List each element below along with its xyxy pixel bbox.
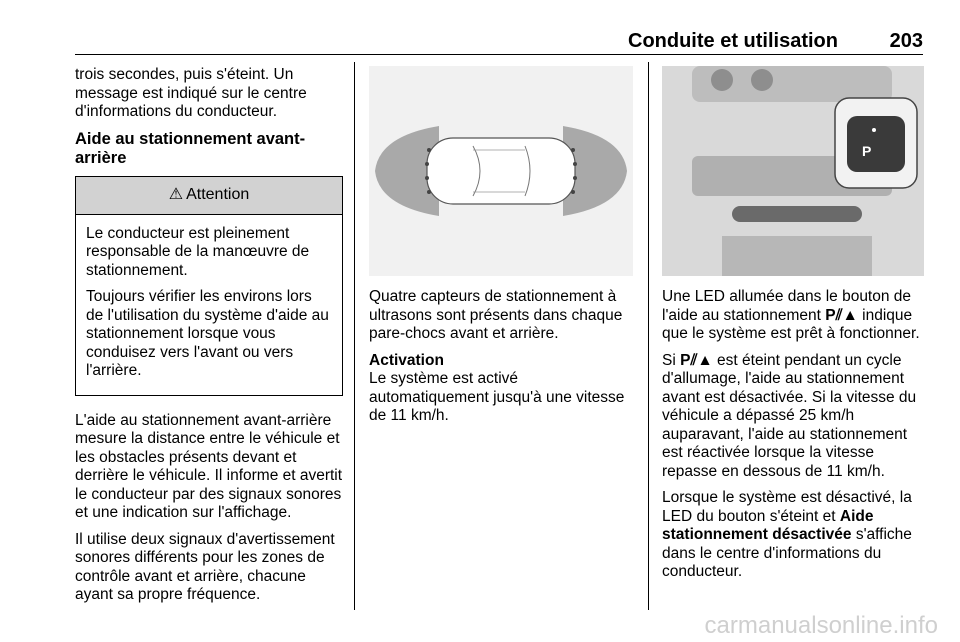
activation-heading: Activation [369,351,444,369]
column-divider-1 [354,62,355,610]
warning-label: Attention [186,185,250,203]
section-heading: Aide au stationnement avant-arrière [75,129,306,167]
deactivation-text-end: est éteint pendant un cycle d'allumage, l'aide au stationnement avant est désactivée. Si la vitesse du véhicule a dépassé 25 km/h auparavant, l'aide au stationnement est réactivée lorsque la vitesse repasse en dessous de 11 km/h. [662,351,917,480]
parking-sensors-illustration [369,66,633,276]
body-text-2: Il utilise deux signaux d'avertissement sonores différents pour les zones de contrôle avant et arrière, chacune ayant sa propre fréquence. [75,530,335,603]
warning-text-2: Toujours vérifier les environs lors de l'utilisation du système d'aide au stationnement lorsque vous conduisez vers l'avant ou vers l'arrière. [86,288,329,379]
led-text-start: Une LED allumée dans le bouton de l'aide au stationnement [662,288,912,324]
warning-triangle-icon: ⚠ [168,185,184,203]
page-number: 203 [889,30,923,52]
header-rule [75,54,923,55]
column-3 [662,66,926,590]
deactivation-text-start: Si [662,351,676,369]
warning-box [75,176,343,396]
column-divider-2 [648,62,649,610]
column-2 [369,66,635,434]
intro-text: trois secondes, puis s'éteint. Un message est indiqué sur le centre d'informations du conducteur. [75,66,307,120]
led-text-end: indique que le système est prêt à fonctionner. [662,306,920,342]
disabled-text-end: s'affiche dans le centre d'informations du conducteur. [662,526,912,580]
figure-caption: Quatre capteurs de stationnement à ultrasons sont présents dans chaque pare-chocs avant et arrière. [369,288,623,342]
warning-header [76,177,342,215]
car-top-view-image [369,66,633,276]
disabled-message: Aide stationnement désactivée [662,507,874,543]
sound-waves-icon: ⫽▲ [690,351,713,369]
section-title: Conduite et utilisation [628,30,838,52]
watermark: carmanualsonline.info [704,612,938,639]
deactivation-text [662,352,926,482]
sound-waves-icon: ⫽▲ [835,306,858,324]
page-header [75,30,923,50]
column-1 [75,66,343,613]
warning-text-1: Le conducteur est pleinement responsable de la manœuvre de stationnement. [86,224,310,279]
led-text [662,288,926,344]
disabled-text-start: Lorsque le système est désactivé, la LED du bouton s'éteint et [662,489,912,525]
dashboard-photo-image [662,66,924,276]
parking-assist-icon: P⫽▲ [680,351,713,369]
activation-text: Le système est activé automatiquement jusqu'à une vitesse de 11 km/h. [369,370,625,424]
body-text-1: L'aide au stationnement avant-arrière mesure la distance entre le véhicule et les obstacles présents devant et derrière le véhicule. Il informe et avertit le conducteur par des signaux sonores et une indication sur l'affichage. [75,411,343,521]
parking-button-photo [662,66,924,276]
warning-body [76,215,342,395]
parking-assist-icon: P⫽▲ [825,306,858,324]
disabled-text [662,489,926,582]
parking-button-glyph: P [862,143,872,159]
